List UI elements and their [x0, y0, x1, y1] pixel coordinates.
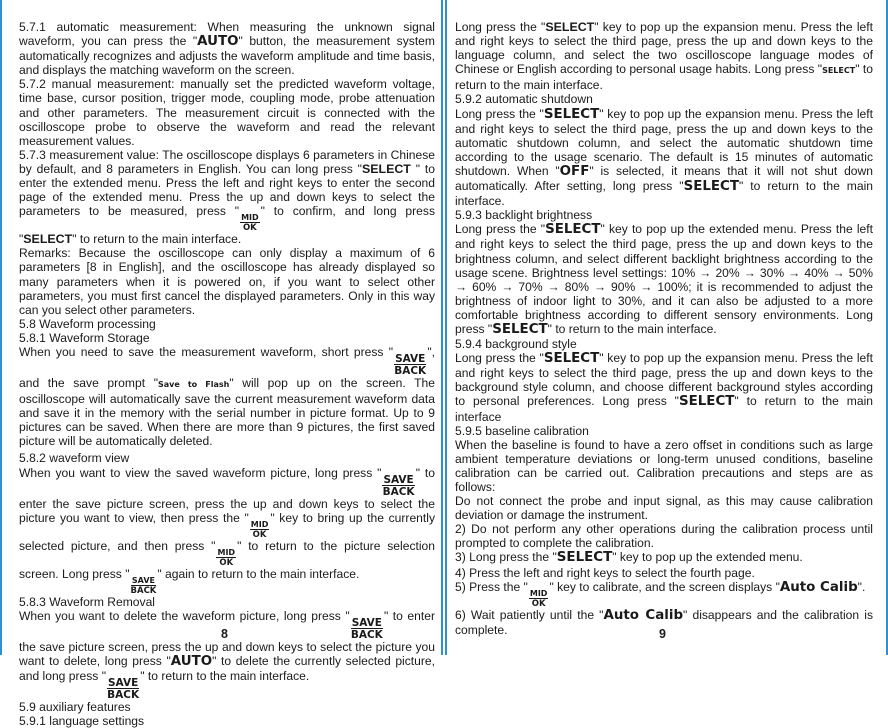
auto-calib-label: Auto Calib: [779, 579, 858, 595]
heading-automatic-shutdown: 5.9.2 automatic shutdown: [455, 92, 593, 107]
para-waveform-view: When you want to view the saved waveform picture, long press " $\frac{\text{SAVE}}{\text{BACK}}$ " to enter the save picture screen, press the up and down keys to select the picture you want to view, then press the " $\frac{\text{MID}}{OK}$ " key to bring up the currently selected picture, and then press " $\frac{\text{MID}}{OK}$ " to return to the picture selection screen. Long press " $\frac{\text{SAVE}}{\text{BACK}}$ " again to return to the main interface.: [19, 465, 435, 596]
para-baseline-calibration: When the baseline is found to have a zero offset in conditions such as large ambient temperature deviations or long-term unused conditions, baseline calibration can be carried out. Calibration precautions and steps are as follows:: [455, 437, 873, 494]
heading-auxiliary-features: 5.9 auxiliary features: [19, 699, 131, 714]
select-key-label: SELECT: [492, 321, 548, 337]
select-key-label: SELECT: [23, 232, 73, 247]
calibration-step-4: 4) Press the left and right keys to select the fourth page.: [455, 565, 755, 580]
page-9-text: [455, 20, 873, 637]
manual-page-left: [0, 0, 443, 728]
calibration-step-1: Do not connect the probe and input signal, as this may cause calibration deviation or damage the instrument.: [455, 494, 873, 523]
para-automatic-shutdown: Long press the "SELECT" key to pop up the expansion menu. Press the left and right keys to select the third page, press the up and down keys to the automatic shutdown column, and select the automatic shutdown time according to the usage scenario. The default is 15 minutes of automatic shutdown. When "OFF" is selected, it means that it will not shut down automatically. After setting, long press "SELECT" to return to the main interface.: [455, 106, 873, 209]
para-manual-measurement: 5.7.2 manual measurement: manually set the predicted waveform voltage, time base, cursor position, trigger mode, coupling mode, probe attenuation and other parameters. The measurement circuit is connected with the oscilloscope probe to observe the waveform and read the relevant measurement values.: [19, 77, 435, 148]
select-key-label: SELECT: [822, 66, 856, 76]
para-waveform-removal: When you want to delete the waveform picture, long press " $\frac{\text{SAVE}}{\text{BACK}}$ " to enter the save picture screen, press the up and down keys to select the picture you want to delete, long press "AUTO" to delete the currently selected picture, and long press " $\frac{\text{SAVE}}{\text{BACK}}$ " to return to the main interface.: [19, 608, 435, 701]
para-auto-measurement: 5.7.1 automatic measurement: When measuring the unknown signal waveform, you can press the "AUTO" button, the measurement system automatically recognizes and adjusts the waveform amplitude and time basis, and displays the matching waveform on the screen.: [19, 20, 435, 78]
manual-page-right: [445, 0, 888, 655]
save-to-flash-prompt: Save to Flash: [158, 379, 230, 389]
select-key-label: SELECT: [683, 179, 739, 195]
select-key-label: SELECT: [361, 161, 411, 176]
mid-ok-key-label: $\frac{\text{MID}}{OK}$: [217, 547, 236, 568]
heading-waveform-processing: 5.8 Waveform processing: [19, 316, 156, 331]
select-key-label: SELECT: [543, 351, 600, 367]
mid-ok-key-label: $\frac{\text{MID}}{OK}$: [250, 519, 269, 540]
mid-ok-key-label: $\frac{\text{MID}}{OK}$: [529, 588, 548, 609]
off-option-label: OFF: [559, 163, 590, 179]
auto-calib-label: Auto Calib: [603, 607, 684, 623]
calibration-step-6: 6) Wait patiently until the "Auto Calib" disappears and the calibration is complete.: [455, 607, 873, 637]
select-key-label: SELECT: [678, 394, 735, 410]
heading-waveform-storage: 5.8.1 Waveform Storage: [19, 330, 150, 345]
page-8-text: [19, 20, 435, 728]
para-measurement-value: 5.7.3 measurement value: The oscilloscope displays 6 parameters in Chinese by default, and 8 parameters in English. You can long press "SELECT " to enter the extended menu. Press the left and right keys to enter the second page of the extended menu. Press the up and down keys to select the parameters to be measured, press " $\frac{\text{MID}}{OK}$ " to confirm, and long press "SELECT" to return to the main interface.: [19, 147, 435, 247]
para-language-settings: Long press the "SELECT" key to pop up the expansion menu. Press the left and right keys to select the third page, press the up and down keys to the language column, and select the two oscilloscope language modes of Chinese or English according to personal usage habits. Long press "SELECT" to return to the main interface.: [455, 20, 873, 93]
save-back-key-label: $\frac{\text{SAVE}}{\text{BACK}}$: [394, 352, 427, 377]
heading-waveform-view: 5.8.2 waveform view: [19, 451, 130, 466]
select-key-label: SELECT: [545, 222, 601, 238]
heading-backlight-brightness: 5.9.3 backlight brightness: [455, 208, 593, 223]
select-key-label: SELECT: [556, 550, 613, 566]
select-key-label: SELECT: [543, 106, 600, 122]
para-background-style: Long press the "SELECT" key to pop up the expansion menu. Press the left and right keys to select the third page, press the up and down keys to the background style column, and choose different background styles according to personal preferences. Long press "SELECT" to return to the main interface: [455, 351, 873, 424]
calibration-step-2: 2) Do not perform any other operations during the calibration process until prompted to complete the calibration.: [455, 522, 873, 551]
select-key-label: SELECT: [545, 20, 595, 34]
page-number: 8: [221, 627, 228, 641]
page-number: 9: [659, 627, 666, 641]
save-back-key-label: $\frac{\text{SAVE}}{\text{BACK}}$: [130, 575, 157, 596]
save-back-key-label: $\frac{\text{SAVE}}{\text{BACK}}$: [107, 676, 140, 701]
para-waveform-storage: When you need to save the measurement waveform, short press " $\frac{\text{SAVE}}{\text{BACK}}$ ", and the save prompt "Save to Flash" will pop up on the screen. The oscilloscope will automatically save the current measurement waveform data and save it in the memory with the serial number in picture format. Up to 9 pictures can be saved. When there are more than 9 pictures, the first saved picture will be automatically deleted.: [19, 344, 435, 449]
save-back-key-label: $\frac{\text{SAVE}}{\text{BACK}}$: [350, 616, 383, 641]
auto-key-label: AUTO: [197, 34, 239, 50]
calibration-step-5: 5) Press the " $\frac{\text{MID}}{OK}$ " key to calibrate, and the screen displays "Auto Calib".: [455, 579, 866, 609]
save-back-key-label: $\frac{\text{SAVE}}{\text{BACK}}$: [382, 473, 415, 498]
para-remarks: Remarks: Because the oscilloscope can only display a maximum of 6 parameters [8 in English], and the oscilloscope has already displayed so many parameters when it is powered on, if you want to select other parameters, you must first cancel the displayed parameters. Only in this way can you select other parameters.: [19, 246, 435, 317]
heading-baseline-calibration: 5.9.5 baseline calibration: [455, 423, 589, 438]
heading-background-style: 5.9.4 background style: [455, 337, 577, 352]
para-backlight-brightness: Long press the "SELECT" key to pop up the extended menu. Press the left and right keys to select the third page, press the up and down keys to the brightness column, and select different backlight brightness according to the usage scene. Brightness level settings: 10% → 20% → 30% → 40% → 50% → 60% → 70% → 80% → 90% → 100%; it is recommended to adjust the brightness of indoor light to 30%, and it can also be adjusted to a more comfortable brightness according to different sensory environments. Long press "SELECT" to return to the main interface.: [455, 222, 873, 337]
heading-language-settings: 5.9.1 language settings: [19, 714, 145, 728]
calibration-step-3: 3) Long press the "SELECT" key to pop up the extended menu.: [455, 550, 803, 566]
heading-waveform-removal: 5.8.3 Waveform Removal: [19, 594, 155, 609]
auto-key-label: AUTO: [170, 653, 213, 669]
mid-ok-key-label: $\frac{\text{MID}}{OK}$: [241, 213, 259, 234]
